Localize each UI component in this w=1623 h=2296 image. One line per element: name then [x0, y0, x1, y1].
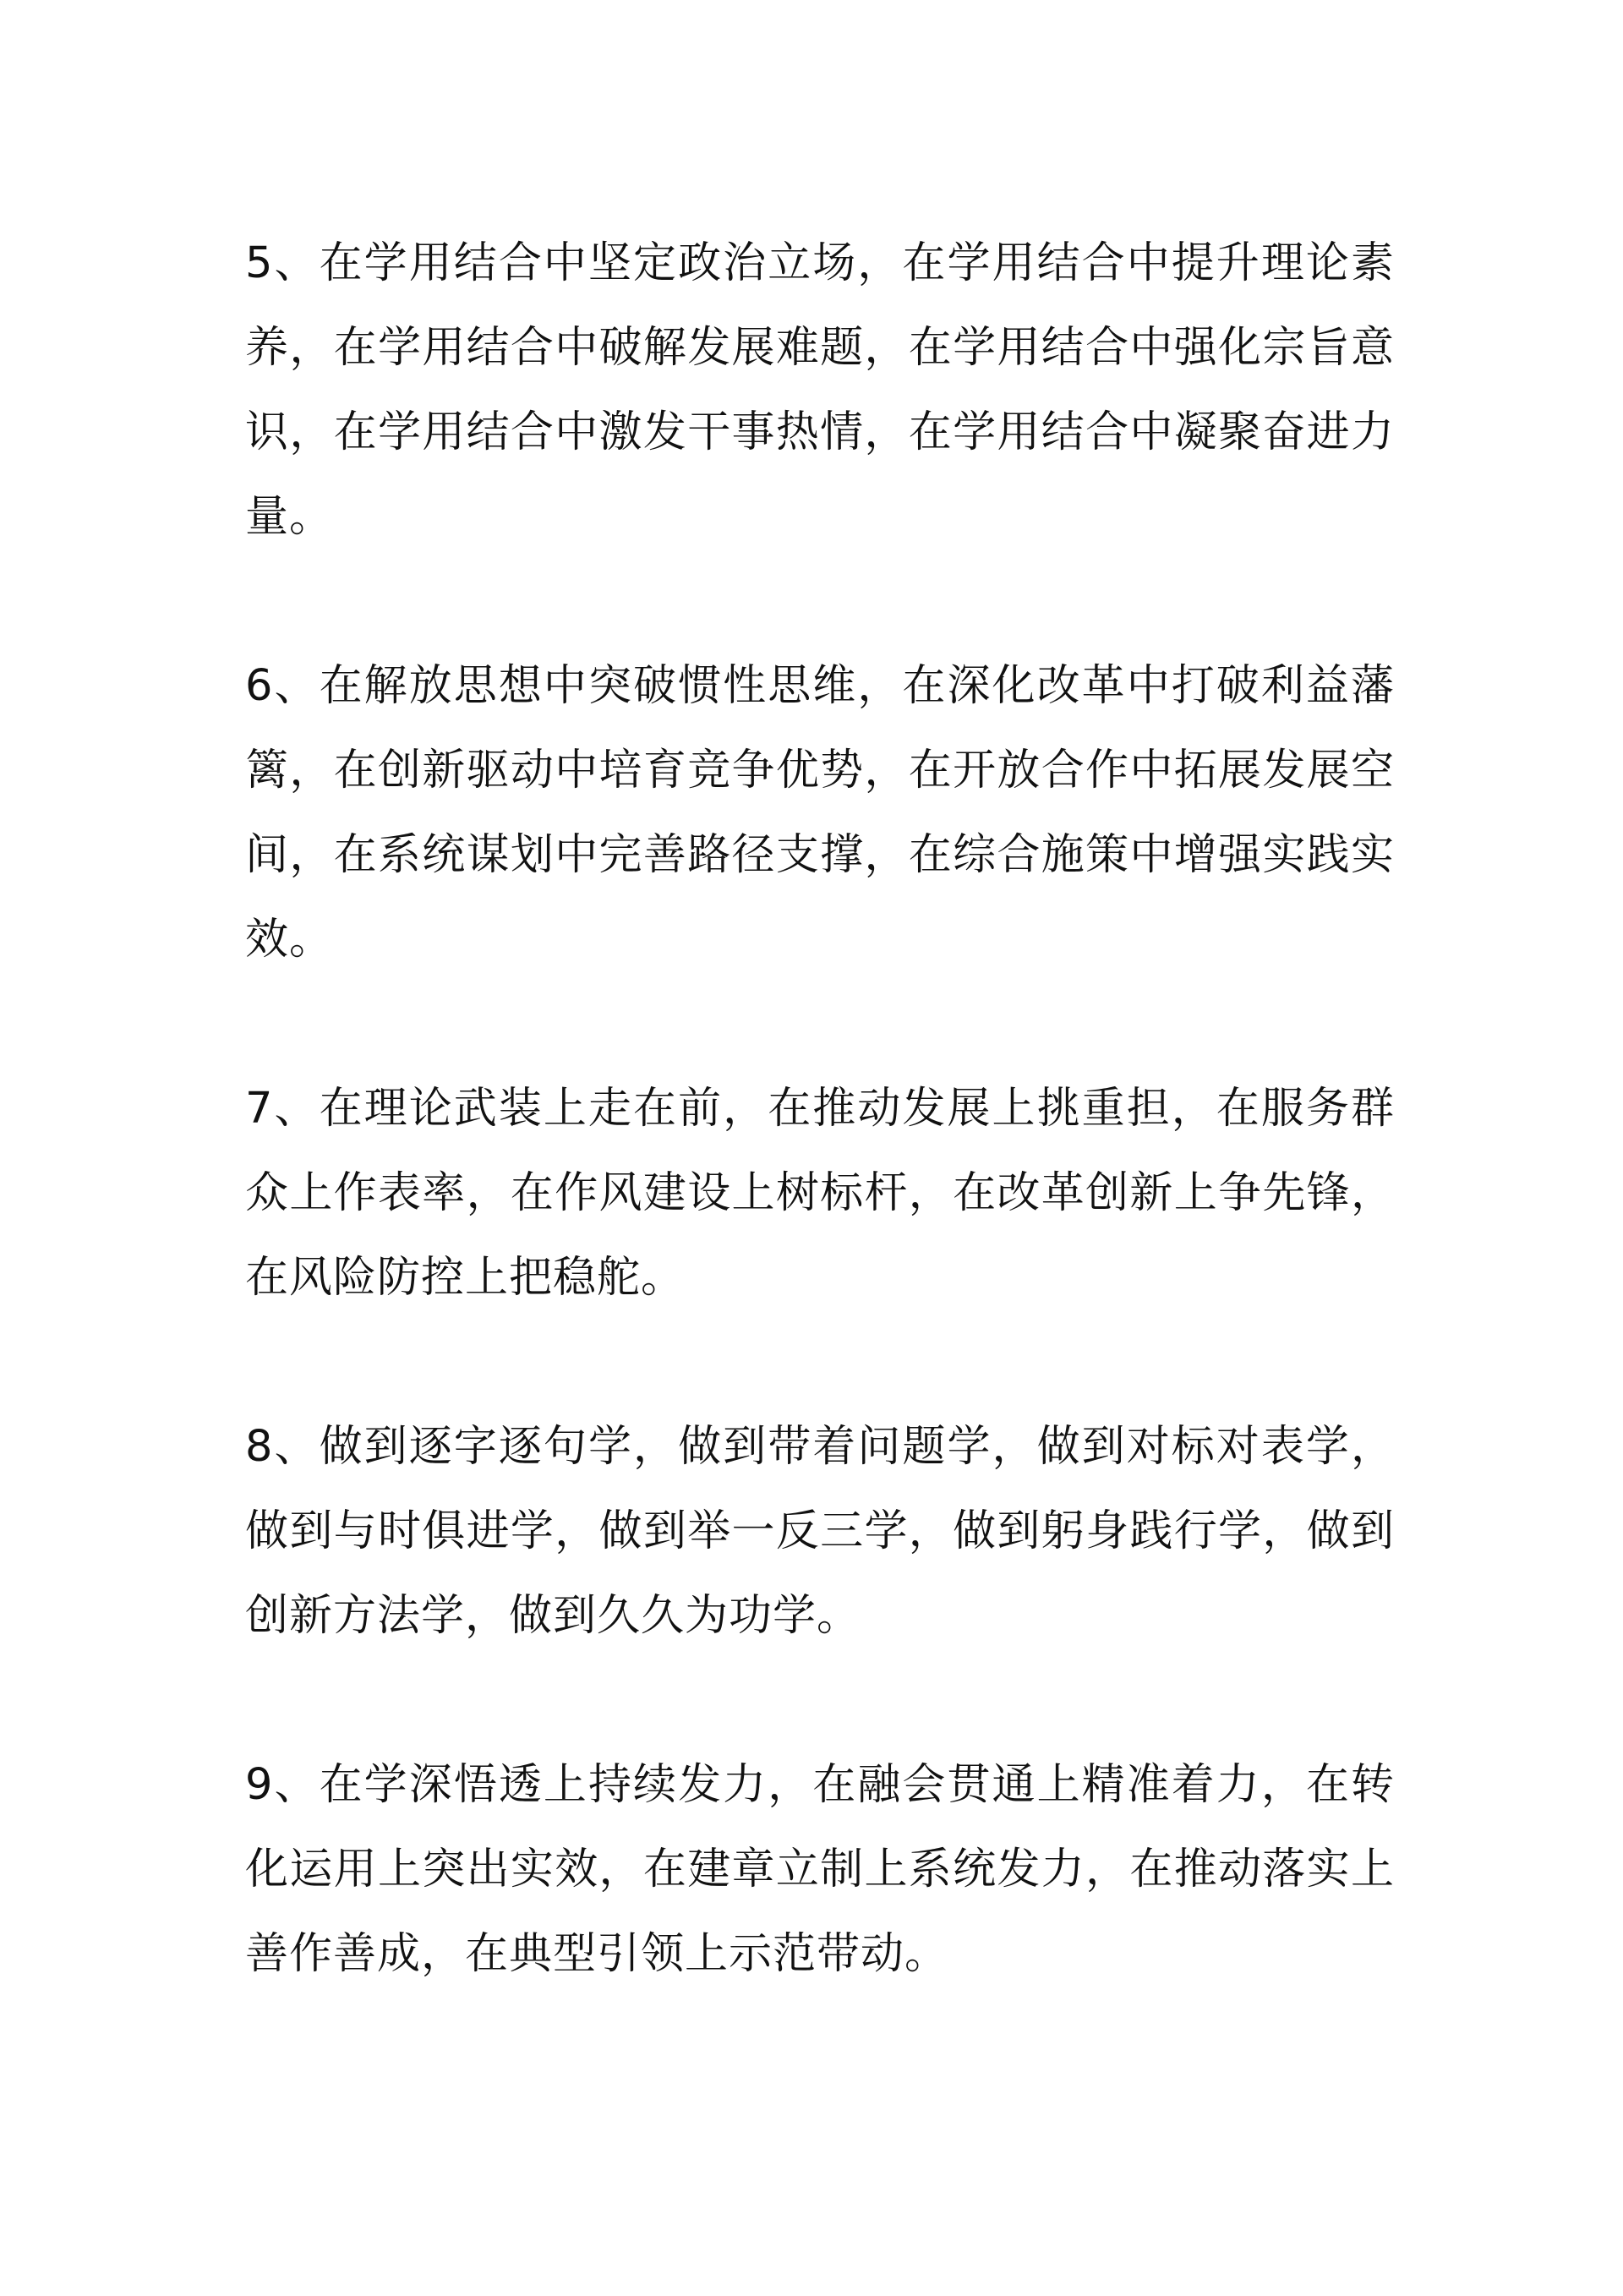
document-body: [245, 221, 1395, 2081]
paragraph-item-7: 7、在理论武装上走在前，在推动发展上挑重担，在服务群众上作表率，在作风建设上树标杆，在改革创新上争先锋，在风险防控上把稳舵。: [245, 1084, 1395, 1303]
paragraph-item-6: 6、在解放思想中突破惯性思维，在深化改革中打破利益藩篱，在创新驱动中培育竞争优势，在开放合作中拓展发展空间，在系统谋划中完善路径支撑，在综合施策中增强实践实效。: [245, 661, 1395, 965]
paragraph-item-9: 9、在学深悟透上持续发力，在融会贯通上精准着力，在转化运用上突出实效，在建章立制上系统发力，在推动落实上善作善成，在典型引领上示范带动。: [245, 1760, 1395, 1979]
paragraph-item-5: 5、在学用结合中坚定政治立场，在学用结合中提升理论素养，在学用结合中破解发展难题，在学用结合中强化宗旨意识，在学用结合中激发干事热情，在学用结合中凝聚奋进力量。: [245, 238, 1395, 542]
paragraph-item-8: 8、做到逐字逐句学，做到带着问题学，做到对标对表学，做到与时俱进学，做到举一反三学，做到躬身践行学，做到创新方法学，做到久久为功学。: [245, 1422, 1395, 1641]
